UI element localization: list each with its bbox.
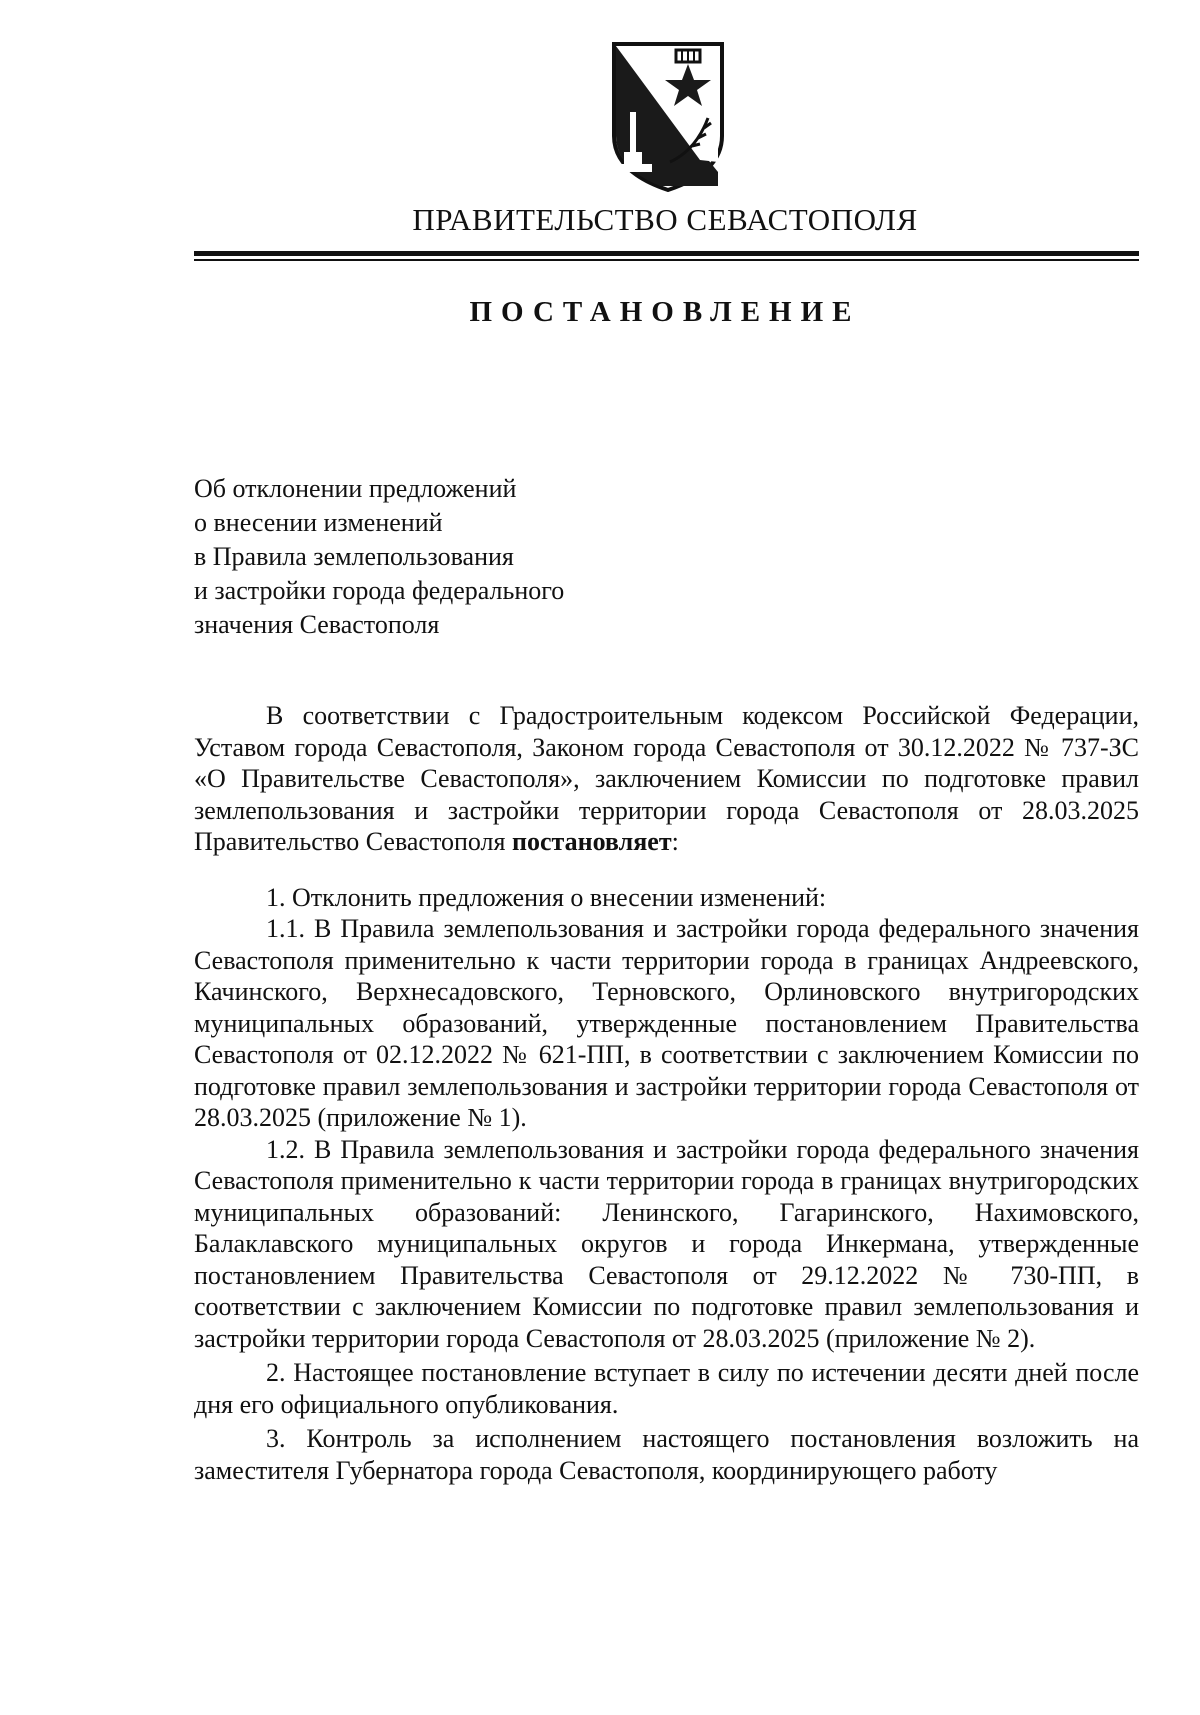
preamble-end: : xyxy=(671,827,679,856)
item-3-paragraph: 3. Контроль за исполнением настоящего постановления возложить на заместителя Губернатора города Севастополя, координирующего работу xyxy=(194,1424,1139,1485)
item-2-paragraph: 2. Настоящее постановление вступает в силу по истечении десяти дней после дня его официального опубликования. xyxy=(194,1358,1139,1419)
subject-line: значения Севастополя xyxy=(194,610,440,639)
subject-line: о внесении изменений xyxy=(194,508,443,537)
organization-title: ПРАВИТЕЛЬСТВО СЕВАСТОПОЛЯ xyxy=(412,202,918,237)
preamble-text: В соответствии с Градостроительным кодексом Российской Федерации, Уставом города Севастополя, Законом города Севастополя от 30.12.2022 № 737-ЗС «О Правительстве Севастополя», заключением Комиссии по подготовке правил землепользования и застройки территории города Севастополя от 28.03.2025 Правительство Севастополя xyxy=(194,701,1139,856)
item-1-1-paragraph: 1.1. В Правила землепользования и застройки города федерального значения Севастополя применительно к части территории города в границах Андреевского, Качинского, Верхнесадовского, Терновского, Орлиновского внутригородских муниципальных образований, утвержденные постановлением Правительства Севастополя от 02.12.2022 № 621-ПП, в соответствии с заключением Комиссии по подготовке правил землепользования и застройки территории города Севастополя от 28.03.2025 (приложение № 1). xyxy=(194,914,1139,1132)
sevastopol-coat-of-arms-emblem xyxy=(610,40,726,192)
subject-block xyxy=(194,472,714,642)
preamble-paragraph xyxy=(194,700,1139,858)
item-1-paragraph: 1. Отклонить предложения о внесении изменений: xyxy=(266,882,827,912)
subject-line: Об отклонении предложений xyxy=(194,474,517,503)
item-1-2-paragraph: 1.2. В Правила землепользования и застройки города федерального значения Севастополя применительно к части территории города в границах внутригородских муниципальных образований: Ленинского, Гагаринского, Нахимовского, Балаклавского муниципальных округов и города Инкермана, утвержденные постановлением Правительства Севастополя от 29.12.2022 № 730-ПП, в соответствии с заключением Комиссии по подготовке правил землепользования и застройки территории города Севастополя от 28.03.2025 (приложение № 2). xyxy=(194,1134,1139,1353)
document-type-heading: ПОСТАНОВЛЕНИЕ xyxy=(469,296,861,328)
header-rule-thin xyxy=(194,259,1139,261)
preamble-operative-word: постановляет xyxy=(511,827,672,856)
subject-line: и застройки города федерального xyxy=(194,576,565,605)
document-body xyxy=(194,700,1139,1486)
subject-line: в Правила землепользования xyxy=(194,542,514,571)
header-rule-thick xyxy=(194,251,1139,256)
